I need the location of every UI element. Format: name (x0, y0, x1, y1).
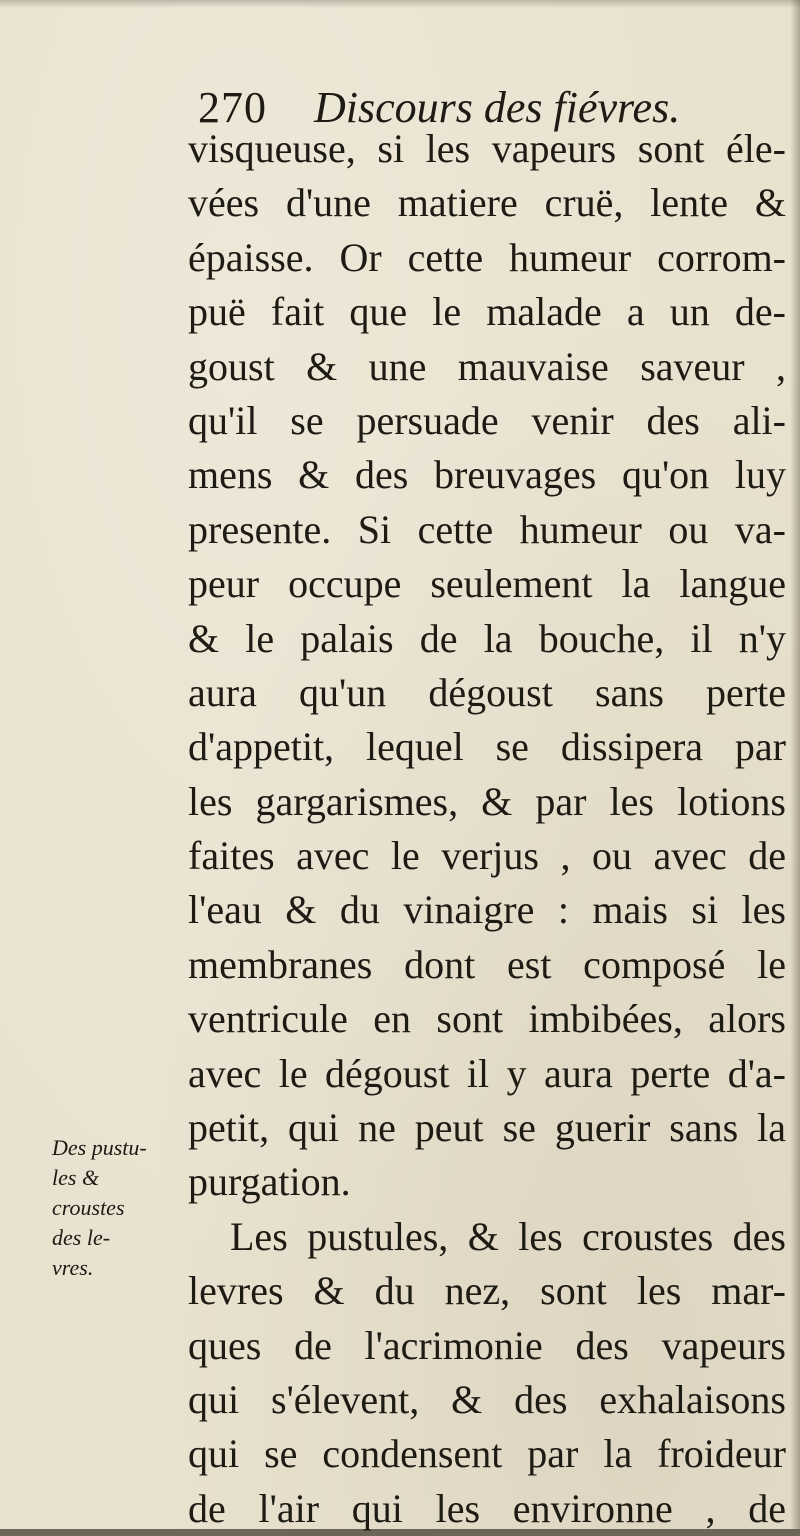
text-line: vées d'une matiere cruë, lente & (188, 180, 786, 226)
margin-note-line: croustes (52, 1195, 125, 1220)
text-line: puë fait que le malade a un de- (188, 289, 786, 335)
text-line: l'eau & du vinaigre : mais si les (188, 887, 786, 933)
page-number: 270 (198, 83, 267, 132)
margin-note-line: des le- (52, 1225, 111, 1250)
text-line: goust & une mauvaise saveur , (188, 343, 786, 389)
text-line: faites avec le verjus , ou avec de (188, 833, 786, 879)
text-line: purgation. (188, 1159, 351, 1205)
text-line: épaisse. Or cette humeur corrom- (188, 234, 786, 280)
margin-note-line: les & (52, 1165, 100, 1190)
text-line: qui se condensent par la froideur (188, 1431, 786, 1477)
text-line: & le palais de la bouche, il n'y (188, 615, 786, 661)
text-line: de l'air qui les environne , de (188, 1485, 786, 1531)
text-line: avec le dégoust il y aura perte d'a- (188, 1050, 786, 1096)
text-line: aura qu'un dégoust sans perte (188, 669, 786, 715)
running-title: Discours des fiévres. (314, 83, 681, 132)
body-text (188, 122, 786, 1536)
marginal-note (52, 1133, 180, 1283)
text-line: visqueuse, si les vapeurs sont éle- (188, 126, 786, 171)
text-line: les gargarismes, & par les lotions (188, 778, 786, 824)
text-line: ventricule en sont imbibées, alors (188, 996, 786, 1042)
text-line: d'appetit, lequel se dissipera par (188, 724, 786, 770)
margin-note-line: vres. (52, 1255, 94, 1280)
text-line: qui s'élevent, & des exhalaisons (188, 1376, 786, 1422)
text-line: petit, qui ne peut se guerir sans la (188, 1105, 786, 1151)
text-line: qu'il se persuade venir des ali- (188, 397, 786, 443)
page-gutter-shadow (790, 0, 800, 1529)
paragraph-start-line: Les pustules, & les croustes des (230, 1213, 786, 1259)
text-line: presente. Si cette humeur ou va- (188, 506, 786, 552)
text-line: membranes dont est composé le (188, 941, 786, 987)
text-line: ques de l'acrimonie des vapeurs (188, 1322, 786, 1368)
page-top-shadow (0, 0, 800, 8)
text-line: peur occupe seulement la langue (188, 561, 786, 607)
text-line: levres & du nez, sont les mar- (188, 1268, 786, 1314)
text-line: mens & des breuvages qu'on luy (188, 452, 786, 498)
margin-note-line: Des pustu- (52, 1135, 147, 1160)
